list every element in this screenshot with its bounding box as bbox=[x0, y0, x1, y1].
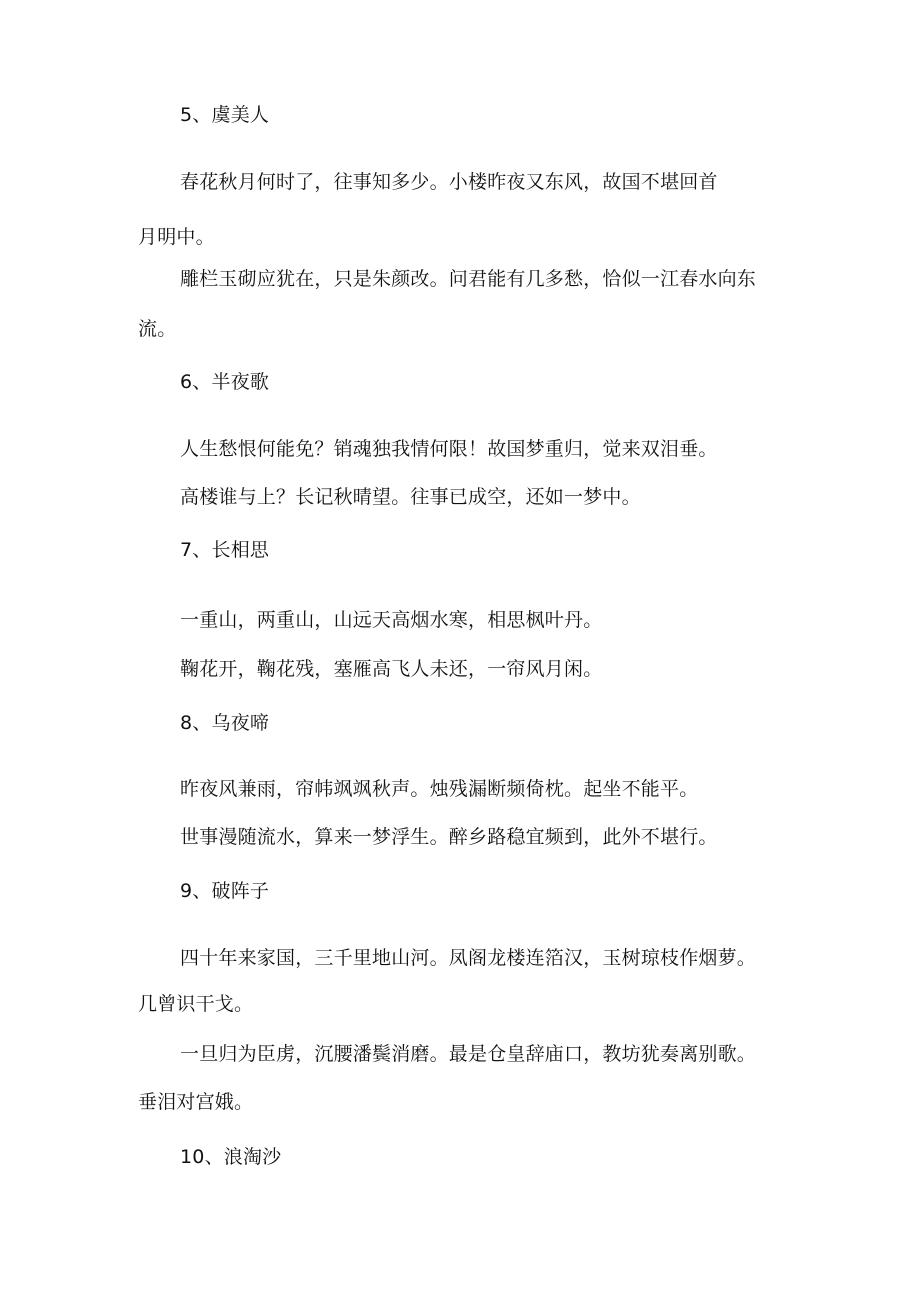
poem-7-line-1: 一重山，两重山，山远天高烟水寒，相思枫叶丹。 bbox=[180, 609, 603, 631]
poem-8-line-1: 昨夜风兼雨，帘帏飒飒秋声。烛残漏断频倚枕。起坐不能平。 bbox=[180, 778, 699, 800]
poem-5-line-3: 雕栏玉砌应犹在，只是朱颜改。问君能有几多愁，恰似一江春水向东 bbox=[180, 268, 757, 290]
poem-title-6: 6、半夜歌 bbox=[180, 371, 270, 393]
poem-8-line-2: 世事漫随流水，算来一梦浮生。醉乡路稳宜频到，此外不堪行。 bbox=[180, 826, 718, 848]
poem-9-line-4: 垂泪对宫娥。 bbox=[138, 1091, 254, 1113]
poem-title-10: 10、浪淘沙 bbox=[180, 1146, 282, 1168]
poem-9-line-2: 几曾识干戈。 bbox=[138, 993, 254, 1015]
poem-title-9: 9、破阵子 bbox=[180, 880, 270, 902]
poem-6-line-1: 人生愁恨何能免？销魂独我情何限！故国梦重归，觉来双泪垂。 bbox=[180, 438, 718, 460]
poem-9-line-1: 四十年来家国，三千里地山河。凤阁龙楼连箔汉，玉树琼枝作烟萝。 bbox=[180, 947, 757, 969]
poem-9-line-3: 一旦归为臣虏，沉腰潘鬓消磨。最是仓皇辞庙口，教坊犹奏离别歌。 bbox=[180, 1043, 757, 1065]
poem-title-5: 5、虞美人 bbox=[180, 104, 270, 126]
poem-title-8: 8、乌夜啼 bbox=[180, 712, 270, 734]
poem-5-line-1: 春花秋月何时了，往事知多少。小楼昨夜又东风，故国不堪回首 bbox=[180, 171, 718, 193]
poem-7-line-2: 鞠花开，鞠花残，塞雁高飞人未还，一帘风月闲。 bbox=[180, 658, 603, 680]
poem-5-line-2: 月明中。 bbox=[138, 226, 215, 248]
poem-title-7: 7、长相思 bbox=[180, 539, 270, 561]
poem-5-line-4: 流。 bbox=[138, 318, 177, 340]
poem-6-line-2: 高楼谁与上？长记秋晴望。往事已成空，还如一梦中。 bbox=[180, 486, 641, 508]
